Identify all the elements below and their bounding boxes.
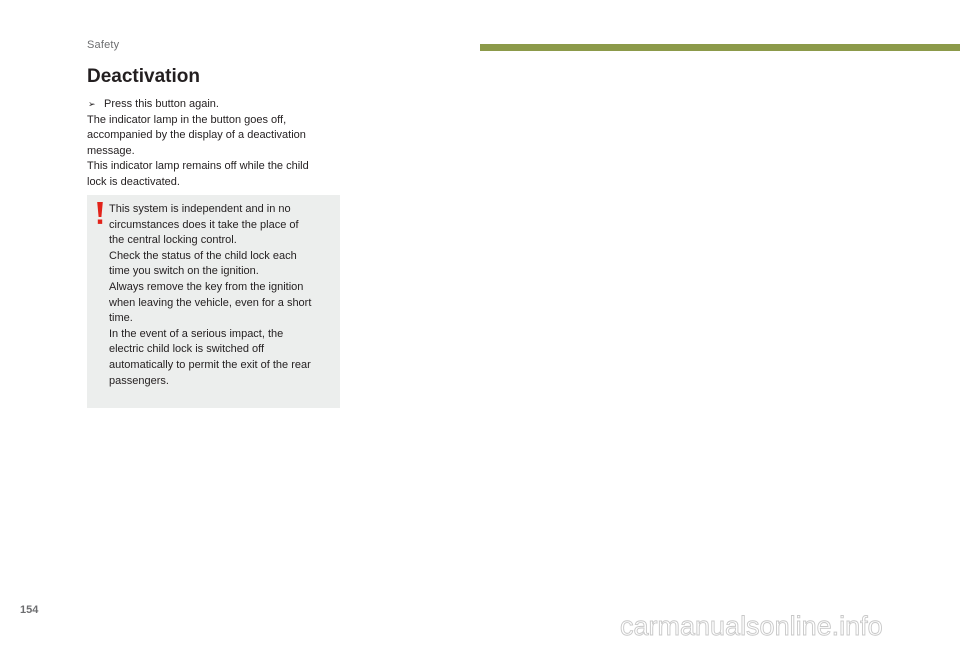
warning-line: time. [109,312,133,325]
warning-box [87,195,340,408]
paragraph-line: lock is deactivated. [87,175,180,188]
warning-line: circumstances does it take the place of [109,218,299,231]
page-title: Deactivation [87,66,200,87]
warning-line: This system is independent and in no [109,203,291,215]
page-number: 154 [20,604,39,616]
svg-text:carmanualsonline.info: carmanualsonline.info [620,611,883,641]
body-text [87,97,343,190]
paragraph-line: message. [87,144,135,157]
paragraph-line: This indicator lamp remains off while the child [87,160,309,172]
warning-line: In the event of a serious impact, the [109,327,284,340]
section-header-bar [480,44,960,51]
warning-line: the central locking control. [109,234,237,247]
bullet-arrow-icon: ➢ [88,99,96,109]
warning-text [109,202,337,389]
warning-line: automatically to permit the exit of the rear [109,358,311,371]
bullet-text: Press this button again. [104,98,219,110]
warning-line: time you switch on the ignition. [109,265,259,278]
warning-line: passengers. [109,374,169,387]
watermark-logo [620,611,940,641]
warning-line: Check the status of the child lock each [109,249,297,262]
warning-line: Always remove the key from the ignition [109,280,304,293]
warning-line: when leaving the vehicle, even for a short [109,296,312,309]
paragraph-line: accompanied by the display of a deactivation [87,129,306,141]
exclamation-warning-icon [94,200,106,226]
paragraph-line: The indicator lamp in the button goes off, [87,113,287,126]
section-header: Safety [87,39,120,51]
warning-line: electric child lock is switched off [109,343,265,356]
bullet-item [87,97,343,113]
